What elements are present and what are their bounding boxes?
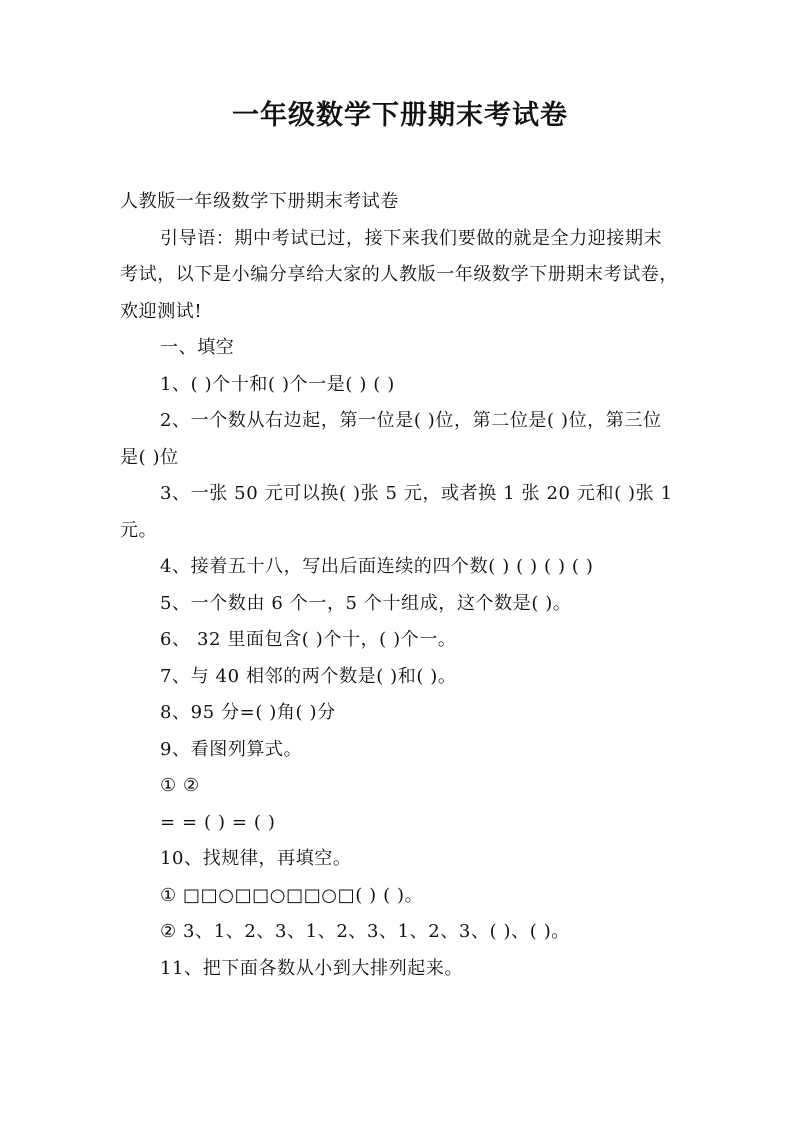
document-title: 一年级数学下册期末考试卷 xyxy=(232,100,568,131)
pattern-line: ① □□○□□○□□○□( ) ( )。 xyxy=(160,884,424,906)
intro-paragraph: 引导语：期中考试已过，接下来我们要做的就是全力迎接期末考试，以下是小编分享给大家的人教版一年级数学下册期末考试卷，欢迎测试! xyxy=(120,227,678,322)
question-line: 9、看图列算式。 xyxy=(160,738,303,760)
question-line: 11、把下面各数从小到大排列起来。 xyxy=(160,957,464,979)
pattern-line: ② 3、1、2、3、1、2、3、1、2、3、( )、( )。 xyxy=(160,921,570,942)
equation-blanks-line: = = ( ) = ( ) xyxy=(160,811,276,833)
question-line: 8、95 分=( )角( )分 xyxy=(160,702,336,723)
question-line: 5、一个数由 6 个一，5 个十组成，这个数是( )。 xyxy=(160,592,572,614)
question-line: 6、 32 里面包含( )个十，( )个一。 xyxy=(160,629,457,650)
document-subtitle: 人教版一年级数学下册期末考试卷 xyxy=(120,191,399,212)
question-line: 4、接着五十八，写出后面连续的四个数( ) ( ) ( ) ( ) xyxy=(160,556,594,577)
figure-labels-line: ① ② xyxy=(160,775,200,796)
question-line: 3、一张 50 元可以换( )张 5 元，或者换 1 张 20 元和( )张 1 元。 xyxy=(120,483,673,541)
question-line: 1、( )个十和( )个一是( ) ( ) xyxy=(160,373,395,395)
section-heading: 一、填空 xyxy=(160,337,235,358)
document-body xyxy=(120,184,680,987)
question-line: 10、找规律，再填空。 xyxy=(160,848,352,869)
question-line: 7、与 40 相邻的两个数是( )和( )。 xyxy=(160,665,457,687)
question-line: 2、一个数从右边起，第一位是( )位，第二位是( )位，第三位是( )位 xyxy=(120,410,662,468)
